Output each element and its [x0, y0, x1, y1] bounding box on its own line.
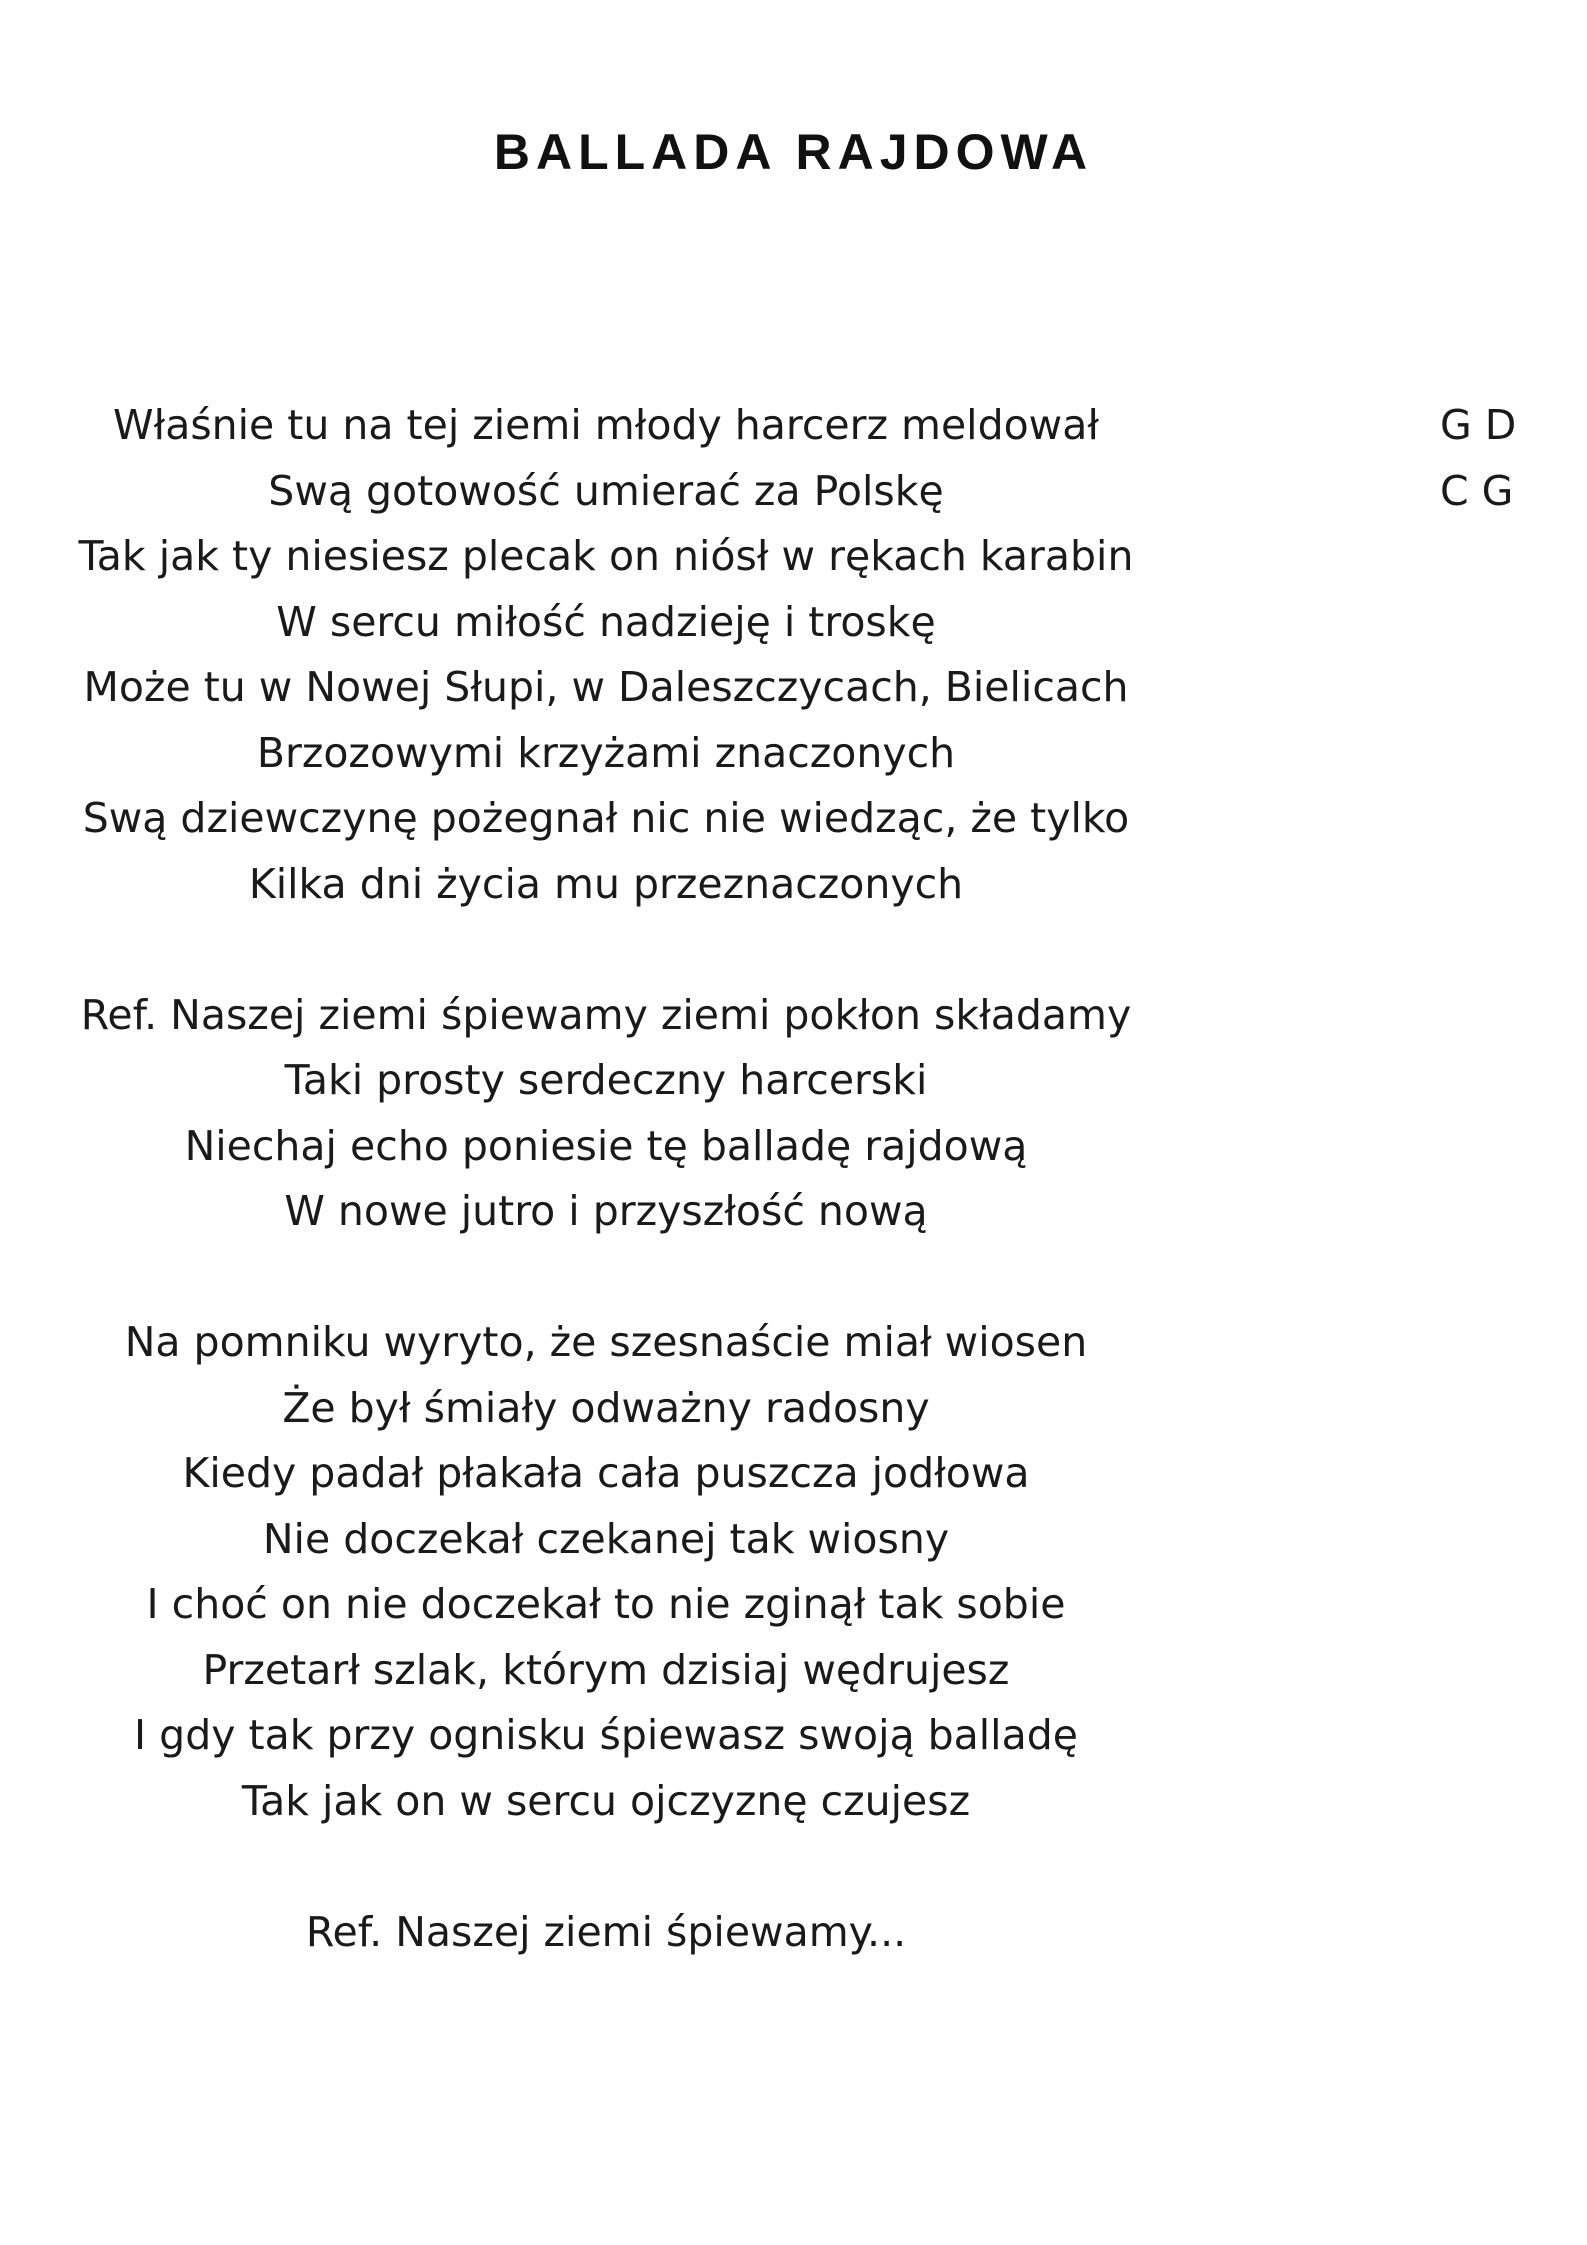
refrain — [0, 983, 1212, 1245]
lyric-line: Właśnie tu na tej ziemi młody harcerz meldował — [113, 401, 1099, 449]
song-title: BALLADA RAJDOWA — [493, 124, 1094, 180]
lyric-line: Kilka dni życia mu przeznaczonych — [248, 859, 964, 908]
lyric-line: Ref. Naszej ziemi śpiewamy... — [305, 1907, 907, 1956]
lyric-line: W nowe jutro i przyszłość nową — [284, 1187, 928, 1235]
lyric-line: Ref. Naszej ziemi śpiewamy ziemi pokłon składamy — [80, 990, 1132, 1039]
lyric-line: Taki prosty serdeczny harcerski — [284, 1056, 928, 1104]
lyric-line: Na pomniku wyryto, że szesnaście miał wiosen — [124, 1318, 1088, 1366]
lyrics — [0, 393, 1212, 1965]
stanza-1 — [0, 393, 1212, 917]
lyric-line: Swą gotowość umierać za Polskę — [268, 466, 944, 515]
lyric-line: I choć on nie doczekał to nie zginął tak sobie — [146, 1580, 1066, 1628]
lyric-line: W sercu miłość nadzieję i troskę — [276, 597, 936, 646]
lyric-line: Tak jak on w sercu ojczyznę czujesz — [241, 1776, 971, 1825]
lyric-line: Że był śmiały odważny radosny — [282, 1383, 930, 1432]
chord-column — [1440, 393, 1570, 524]
lyric-line: Tak jak ty niesiesz plecak on niósł w rękach karabin — [78, 532, 1134, 580]
stanza-spacer — [0, 1834, 1212, 1900]
lyric-line: Swą dziewczynę pożegnał nic nie wiedząc, że tylko — [82, 794, 1130, 842]
stanza-spacer — [0, 1245, 1212, 1311]
chord-label: G D — [1440, 401, 1517, 449]
stanza-spacer — [0, 917, 1212, 983]
chord-label: C G — [1440, 466, 1514, 515]
lyric-line: Niechaj echo poniesie tę balladę rajdową — [184, 1121, 1028, 1170]
lyric-line: Brzozowymi krzyżami znaczonych — [256, 728, 956, 777]
lyric-line: I gdy tak przy ognisku śpiewasz swoją balladę — [134, 1711, 1078, 1759]
refrain-repeat — [0, 1900, 1212, 1966]
lyric-line: Nie doczekał czekanej tak wiosny — [262, 1514, 950, 1563]
lyric-line: Przetarł szlak, którym dzisiaj wędrujesz — [202, 1645, 1010, 1694]
lyric-line: Może tu w Nowej Słupi, w Daleszczycach, Bielicach — [83, 663, 1129, 711]
lyric-line: Kiedy padał płakała cała puszcza jodłowa — [182, 1449, 1030, 1497]
stanza-2 — [0, 1310, 1212, 1834]
